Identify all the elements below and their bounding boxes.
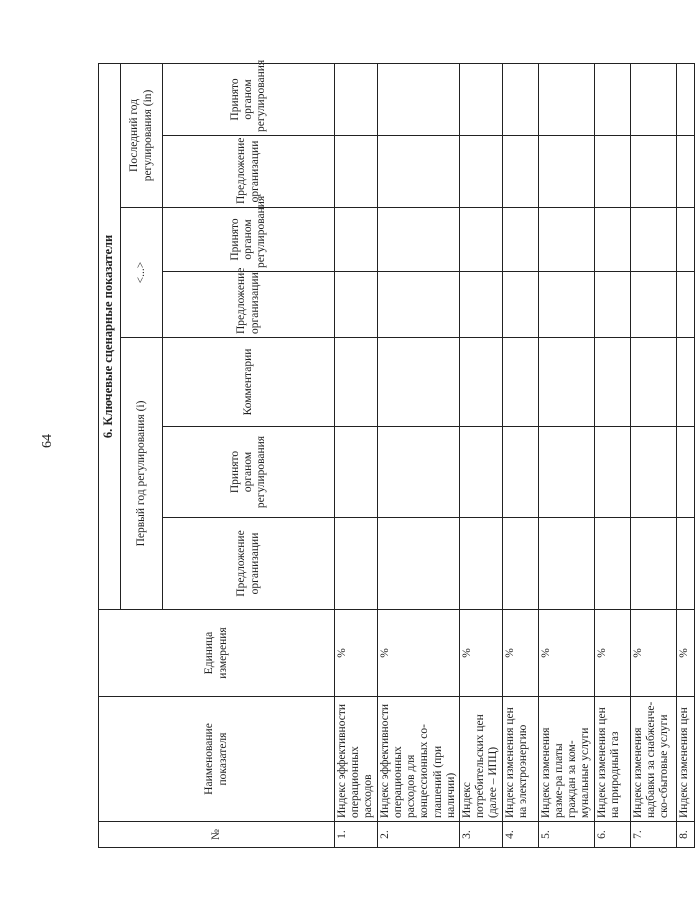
empty-cell	[377, 208, 459, 272]
empty-cell	[377, 136, 459, 208]
empty-cell	[676, 208, 694, 272]
header-last-year: Последний год регулирования (in)	[121, 63, 163, 207]
empty-cell	[459, 272, 502, 338]
row-number: 8.	[676, 822, 694, 848]
row-indicator-name: Индекс эффективности операционных расходов для концессионных со-глашений (при наличии)	[377, 697, 459, 822]
table-row	[377, 63, 459, 847]
empty-cell	[459, 518, 502, 610]
row-unit: %	[335, 610, 378, 697]
scenario-indicators-table	[98, 59, 695, 848]
table-row	[459, 63, 502, 847]
empty-cell	[459, 338, 502, 427]
row-unit: %	[676, 610, 694, 697]
empty-cell	[335, 338, 378, 427]
row-number: 2.	[377, 822, 459, 848]
row-unit: %	[459, 610, 502, 697]
empty-cell	[676, 136, 694, 208]
empty-cell	[630, 63, 676, 135]
table-row	[538, 63, 594, 847]
table-row	[676, 63, 694, 847]
empty-cell	[594, 518, 630, 610]
row-number: 3.	[459, 822, 502, 848]
row-indicator-name: Индекс эффективности операционных расходов	[335, 697, 378, 822]
empty-cell	[594, 63, 630, 135]
header-mid-accepted: Принято органом регулирования	[163, 208, 335, 272]
table-row	[502, 63, 538, 847]
empty-cell	[377, 272, 459, 338]
row-unit: %	[594, 610, 630, 697]
empty-cell	[459, 136, 502, 208]
row-indicator-name: Индекс потребительских цен (далее – ИПЦ)	[459, 697, 502, 822]
row-indicator-name: Индекс изменения цен на природный газ	[594, 697, 630, 822]
table-row	[594, 63, 630, 847]
header-first-accepted: Принято органом регулирования	[163, 427, 335, 518]
row-indicator-name: Индекс изменения разме-ра платы граждан за ком-мунальные услуги	[538, 697, 594, 822]
empty-cell	[676, 518, 694, 610]
empty-cell	[630, 208, 676, 272]
empty-cell	[538, 518, 594, 610]
empty-cell	[538, 272, 594, 338]
empty-cell	[335, 272, 378, 338]
empty-cell	[377, 518, 459, 610]
table-row	[630, 63, 676, 847]
empty-cell	[502, 272, 538, 338]
empty-cell	[594, 208, 630, 272]
header-last-proposal: Предложение организации	[163, 136, 335, 208]
page-number: 64	[40, 434, 55, 448]
header-unit: Единица измерения	[99, 610, 335, 697]
empty-cell	[502, 208, 538, 272]
header-last-accepted: Принято органом регулирования	[163, 63, 335, 135]
empty-cell	[502, 427, 538, 518]
row-number: 1.	[335, 822, 378, 848]
empty-cell	[502, 518, 538, 610]
empty-cell	[594, 427, 630, 518]
empty-cell	[377, 63, 459, 135]
row-number: 5.	[538, 822, 594, 848]
row-unit: %	[502, 610, 538, 697]
header-mid-proposal: Предложение организации	[163, 272, 335, 338]
row-indicator-name: Индекс изменения надбавки за снабженче-ско-сбытовые услуги	[630, 697, 676, 822]
row-number: 4.	[502, 822, 538, 848]
empty-cell	[538, 208, 594, 272]
empty-cell	[630, 272, 676, 338]
table-row	[335, 63, 378, 847]
empty-cell	[538, 136, 594, 208]
empty-cell	[377, 427, 459, 518]
empty-cell	[594, 136, 630, 208]
row-unit: %	[630, 610, 676, 697]
empty-cell	[377, 338, 459, 427]
header-first-year: Первый год регулирования (i)	[121, 338, 163, 610]
empty-cell	[459, 427, 502, 518]
table-title: 6. Ключевые сценарные показатели	[99, 63, 121, 609]
empty-cell	[538, 63, 594, 135]
empty-cell	[630, 136, 676, 208]
empty-cell	[676, 272, 694, 338]
empty-cell	[594, 272, 630, 338]
header-indicator-name: Наименование показателя	[99, 697, 335, 822]
header-number: №	[99, 822, 335, 848]
row-unit: %	[377, 610, 459, 697]
empty-cell	[335, 518, 378, 610]
empty-cell	[676, 63, 694, 135]
row-number: 7.	[630, 822, 676, 848]
row-unit: %	[538, 610, 594, 697]
empty-cell	[676, 338, 694, 427]
row-number: 6.	[594, 822, 630, 848]
row-indicator-name: Индекс изменения цен	[676, 697, 694, 822]
empty-cell	[630, 427, 676, 518]
empty-cell	[676, 427, 694, 518]
empty-cell	[630, 338, 676, 427]
empty-cell	[335, 427, 378, 518]
empty-cell	[538, 427, 594, 518]
empty-cell	[459, 63, 502, 135]
header-middle-years: <...>	[121, 208, 163, 338]
empty-cell	[335, 208, 378, 272]
empty-cell	[502, 136, 538, 208]
row-indicator-name: Индекс изменения цен на электроэнергию	[502, 697, 538, 822]
empty-cell	[502, 338, 538, 427]
rotated-page-content	[98, 59, 690, 848]
empty-cell	[335, 136, 378, 208]
empty-cell	[594, 338, 630, 427]
empty-cell	[538, 338, 594, 427]
empty-cell	[502, 63, 538, 135]
empty-cell	[630, 518, 676, 610]
empty-cell	[459, 208, 502, 272]
header-first-proposal: Предложение организации	[163, 518, 335, 610]
header-first-comments: Комментарии	[163, 338, 335, 427]
empty-cell	[335, 63, 378, 135]
